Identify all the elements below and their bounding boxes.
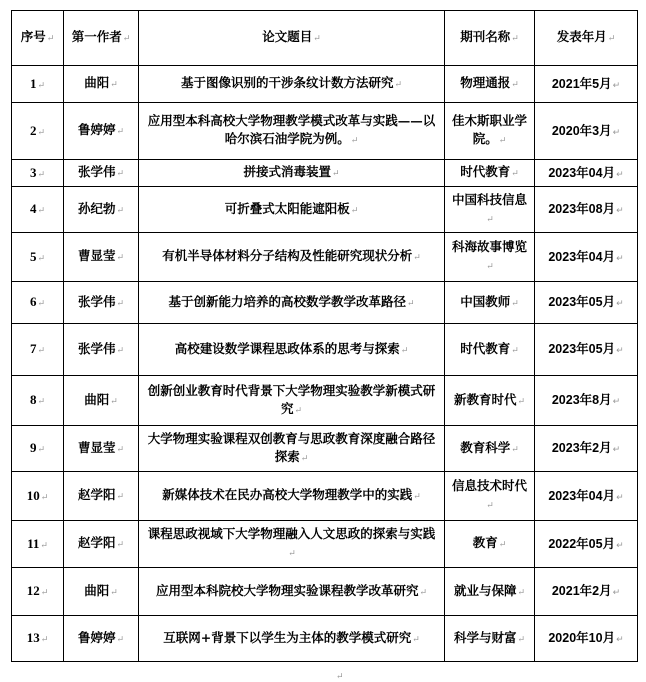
cell-journal: 科海故事博览↵ bbox=[445, 233, 535, 282]
cell-date: 2023年04月↵ bbox=[535, 233, 638, 282]
cell-author: 曲阳↵ bbox=[64, 66, 139, 103]
cell-journal: 新教育时代↵ bbox=[445, 376, 535, 426]
cell-journal: 物理通报↵ bbox=[445, 66, 535, 103]
cell-index: 13↵ bbox=[12, 616, 64, 662]
cell-author: 曹显莹↵ bbox=[64, 233, 139, 282]
cell-author: 赵学阳↵ bbox=[64, 472, 139, 521]
cell-journal: 就业与保障↵ bbox=[445, 568, 535, 616]
cell-author: 曲阳↵ bbox=[64, 376, 139, 426]
cell-index: 8↵ bbox=[12, 376, 64, 426]
cell-title: 应用型本科院校大学物理实验课程教学改革研究↵ bbox=[139, 568, 445, 616]
header-title: 论文题目↵ bbox=[139, 11, 445, 66]
table-row bbox=[12, 103, 638, 160]
cell-title: 创新创业教育时代背景下大学物理实验教学新模式研究↵ bbox=[139, 376, 445, 426]
cell-date: 2023年8月↵ bbox=[535, 376, 638, 426]
cell-journal: 时代教育↵ bbox=[445, 324, 535, 376]
cell-title: 互联网+背景下以学生为主体的教学模式研究↵ bbox=[139, 616, 445, 662]
table-row bbox=[12, 472, 638, 521]
table-row bbox=[12, 187, 638, 233]
cell-date: 2021年5月↵ bbox=[535, 66, 638, 103]
cell-author: 曲阳↵ bbox=[64, 568, 139, 616]
cell-title: 可折叠式太阳能遮阳板↵ bbox=[139, 187, 445, 233]
cell-index: 10↵ bbox=[12, 472, 64, 521]
cell-title: 新媒体技术在民办高校大学物理教学中的实践↵ bbox=[139, 472, 445, 521]
cell-author: 孙纪勃↵ bbox=[64, 187, 139, 233]
cell-date: 2023年2月↵ bbox=[535, 426, 638, 472]
cell-title: 大学物理实验课程双创教育与思政教育深度融合路径探索↵ bbox=[139, 426, 445, 472]
cell-author: 张学伟↵ bbox=[64, 324, 139, 376]
cell-journal: 佳木斯职业学院。↵ bbox=[445, 103, 535, 160]
table-row bbox=[12, 233, 638, 282]
papers-table bbox=[11, 10, 638, 662]
cell-index: 4↵ bbox=[12, 187, 64, 233]
header-journal: 期刊名称↵ bbox=[445, 11, 535, 66]
cell-index: 11↵ bbox=[12, 521, 64, 568]
cell-index: 7↵ bbox=[12, 324, 64, 376]
cell-journal: 信息技术时代↵ bbox=[445, 472, 535, 521]
cell-index: 6↵ bbox=[12, 282, 64, 324]
table-row bbox=[12, 616, 638, 662]
table-row bbox=[12, 324, 638, 376]
cell-date: 2020年3月↵ bbox=[535, 103, 638, 160]
header-row bbox=[12, 11, 638, 66]
cell-title: 基于创新能力培养的高校数学教学改革路径↵ bbox=[139, 282, 445, 324]
cell-title: 基于图像识别的干涉条纹计数方法研究↵ bbox=[139, 66, 445, 103]
cell-author: 鲁婷婷↵ bbox=[64, 616, 139, 662]
cell-index: 2↵ bbox=[12, 103, 64, 160]
cell-journal: 教育↵ bbox=[445, 521, 535, 568]
cell-title: 应用型本科高校大学物理教学模式改革与实践——以哈尔滨石油学院为例。↵ bbox=[139, 103, 445, 160]
cell-date: 2023年05月↵ bbox=[535, 324, 638, 376]
header-author: 第一作者↵ bbox=[64, 11, 139, 66]
table-row bbox=[12, 282, 638, 324]
header-index: 序号↵ bbox=[12, 11, 64, 66]
table-row bbox=[12, 160, 638, 187]
cell-date: 2023年04月↵ bbox=[535, 160, 638, 187]
table-row bbox=[12, 426, 638, 472]
cell-author: 赵学阳↵ bbox=[64, 521, 139, 568]
header-date: 发表年月↵ bbox=[535, 11, 638, 66]
cell-author: 鲁婷婷↵ bbox=[64, 103, 139, 160]
cell-journal: 教育科学↵ bbox=[445, 426, 535, 472]
cell-journal: 时代教育↵ bbox=[445, 160, 535, 187]
table-row bbox=[12, 521, 638, 568]
table-row bbox=[12, 66, 638, 103]
cell-index: 12↵ bbox=[12, 568, 64, 616]
paragraph-mark: ↵ bbox=[336, 672, 344, 682]
cell-index: 9↵ bbox=[12, 426, 64, 472]
cell-author: 曹显莹↵ bbox=[64, 426, 139, 472]
cell-date: 2023年05月↵ bbox=[535, 282, 638, 324]
cell-index: 5↵ bbox=[12, 233, 64, 282]
table-row bbox=[12, 376, 638, 426]
cell-date: 2020年10月↵ bbox=[535, 616, 638, 662]
cell-author: 张学伟↵ bbox=[64, 282, 139, 324]
cell-journal: 科学与财富↵ bbox=[445, 616, 535, 662]
cell-date: 2023年04月↵ bbox=[535, 472, 638, 521]
cell-index: 1↵ bbox=[12, 66, 64, 103]
cell-date: 2022年05月↵ bbox=[535, 521, 638, 568]
cell-title: 拼接式消毒装置↵ bbox=[139, 160, 445, 187]
cell-date: 2023年08月↵ bbox=[535, 187, 638, 233]
cell-author: 张学伟↵ bbox=[64, 160, 139, 187]
cell-title: 有机半导体材料分子结构及性能研究现状分析↵ bbox=[139, 233, 445, 282]
cell-title: 高校建设数学课程思政体系的思考与探索↵ bbox=[139, 324, 445, 376]
cell-journal: 中国科技信息↵ bbox=[445, 187, 535, 233]
cell-journal: 中国教师↵ bbox=[445, 282, 535, 324]
cell-title: 课程思政视域下大学物理融入人文思政的探索与实践↵ bbox=[139, 521, 445, 568]
cell-date: 2021年2月↵ bbox=[535, 568, 638, 616]
cell-index: 3↵ bbox=[12, 160, 64, 187]
table-row bbox=[12, 568, 638, 616]
